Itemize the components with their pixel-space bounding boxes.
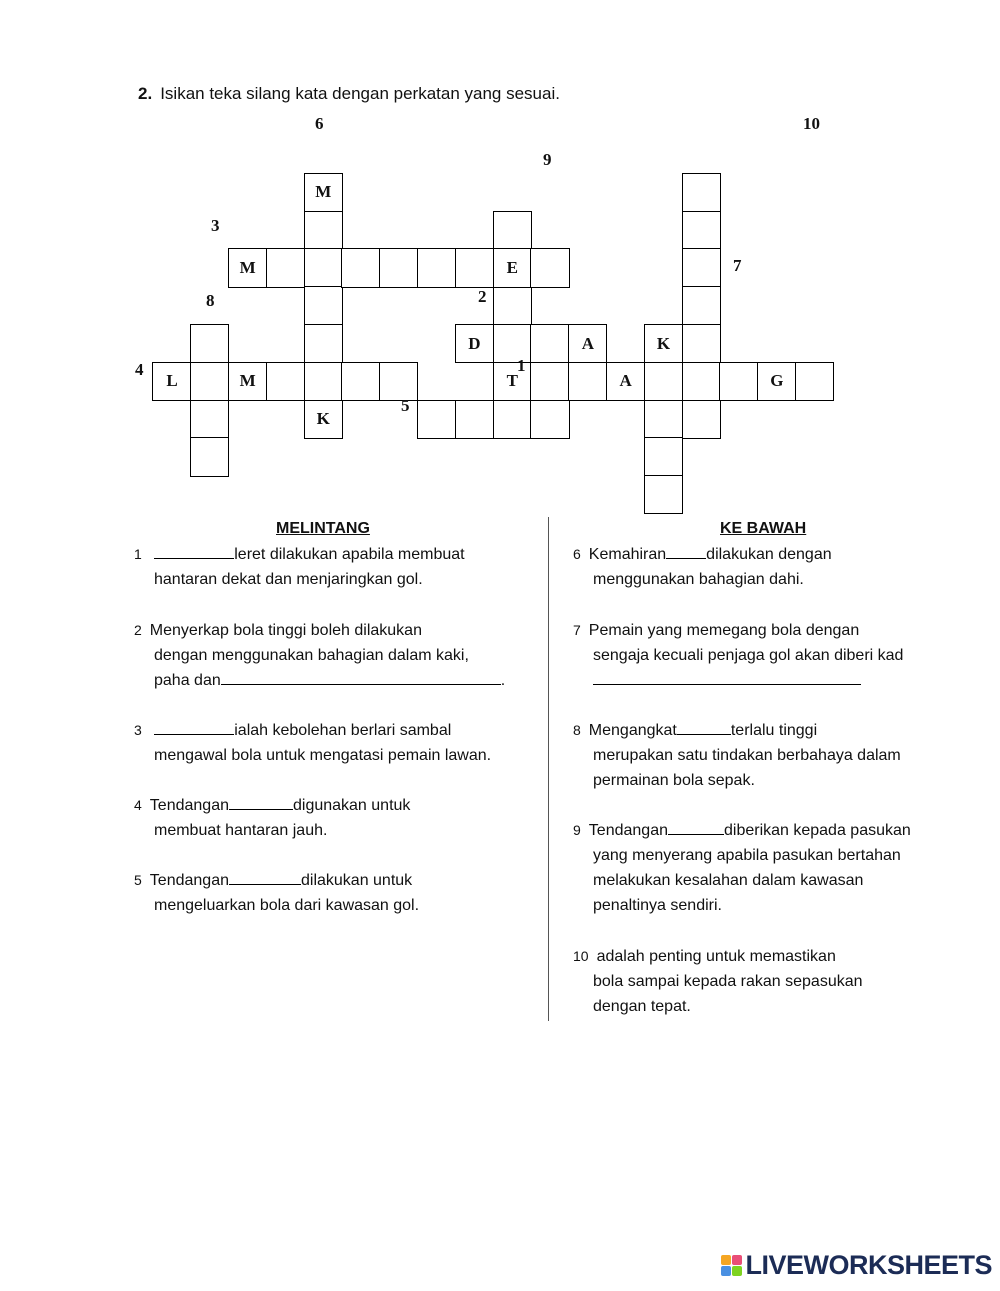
clue-text: diberikan kepada pasukan	[723, 822, 911, 839]
crossword-cell[interactable]	[341, 248, 380, 287]
answer-blank[interactable]	[593, 670, 861, 685]
clue-number: 6	[573, 546, 581, 562]
down-clue-10	[573, 944, 993, 1019]
crossword-cell[interactable]	[190, 400, 229, 439]
crossword-cell	[304, 400, 343, 439]
logo-text: LIVEWORKSHEETS	[745, 1250, 992, 1280]
clue-text: penaltinya sendiri.	[593, 897, 722, 914]
crossword-cell[interactable]	[304, 248, 343, 287]
letter-input[interactable]	[494, 287, 531, 324]
letter-input[interactable]	[683, 287, 720, 324]
clue-text: yang menyerang apabila pasukan bertahan	[593, 847, 901, 864]
clue-text: mengawal bola untuk mengatasi pemain lawan.	[154, 747, 492, 764]
clue-text: sengaja kecuali penjaga gol akan diberi kad	[593, 647, 904, 664]
clue-text: .	[500, 672, 506, 689]
clue-text: paha dan	[154, 672, 221, 689]
answer-blank[interactable]	[154, 720, 234, 735]
crossword-cell[interactable]	[682, 286, 721, 325]
clue-number-label: 2	[478, 287, 487, 306]
clue-text: ialah kebolehan berlari sambal	[234, 722, 452, 739]
letter-input[interactable]	[531, 325, 568, 362]
clue-number: 2	[134, 622, 142, 638]
clue-number: 1	[134, 546, 142, 562]
clue-text: dengan menggunakan bahagian dalam kaki,	[154, 647, 469, 664]
crossword-cell[interactable]	[304, 286, 343, 325]
clue-text: melakukan kesalahan dalam kawasan	[593, 872, 864, 889]
crossword-cell[interactable]	[304, 211, 343, 250]
crossword-cell[interactable]	[682, 324, 721, 363]
crossword-cell[interactable]	[644, 437, 683, 476]
letter-input[interactable]	[191, 325, 228, 362]
letter-input[interactable]	[531, 363, 568, 400]
letter-input[interactable]	[305, 287, 342, 324]
clue-number-label: 6	[315, 114, 324, 133]
crossword-cell	[228, 248, 267, 287]
clue-number: 10	[573, 948, 589, 964]
answer-blank[interactable]	[154, 544, 234, 559]
column-divider	[548, 517, 549, 1021]
exercise-number: 2.	[138, 84, 153, 103]
crossword-cell	[606, 362, 645, 401]
crossword-cell	[568, 324, 607, 363]
crossword-cell[interactable]	[190, 324, 229, 363]
clue-number: 7	[573, 622, 581, 638]
clue-text: adalah penting untuk memastikan	[596, 948, 836, 965]
clue-text: hantaran dekat dan menjaringkan gol.	[154, 571, 423, 588]
letter-input[interactable]	[720, 363, 757, 400]
letter-input[interactable]	[494, 401, 531, 438]
clue-text: dengan tepat.	[593, 998, 691, 1015]
crossword-cell[interactable]	[379, 248, 418, 287]
given-letter: M	[239, 258, 256, 278]
answer-blank[interactable]	[677, 720, 731, 735]
clue-text: merupakan satu tindakan berbahaya dalam	[593, 747, 901, 764]
across-clue-5	[134, 868, 554, 918]
crossword-cell[interactable]	[682, 400, 721, 439]
clue-text: mengeluarkan bola dari kawasan gol.	[154, 897, 420, 914]
letter-input[interactable]	[683, 363, 720, 400]
clue-number-label: 8	[206, 291, 215, 310]
crossword-cell[interactable]	[644, 475, 683, 514]
crossword-cell	[493, 362, 532, 401]
crossword-cell[interactable]	[719, 362, 758, 401]
clue-text: Tendangan	[588, 822, 668, 839]
clue-text: dilakukan dengan	[706, 546, 832, 563]
clue-number-label: 5	[401, 396, 410, 415]
answer-blank[interactable]	[229, 795, 293, 810]
crossword-cell[interactable]	[530, 248, 569, 287]
letter-input[interactable]	[645, 476, 682, 513]
clue-text: Tendangan	[149, 797, 229, 814]
down-clue-8	[573, 718, 993, 793]
clue-text: digunakan untuk	[292, 797, 411, 814]
letter-input[interactable]	[683, 174, 720, 211]
logo-square	[732, 1266, 742, 1276]
crossword-cell[interactable]	[266, 248, 305, 287]
clue-number-label: 4	[135, 360, 144, 379]
crossword-cell[interactable]	[417, 248, 456, 287]
answer-blank[interactable]	[666, 544, 706, 559]
letter-input[interactable]	[305, 249, 342, 286]
crossword-cell[interactable]	[644, 400, 683, 439]
crossword-cell[interactable]	[417, 400, 456, 439]
letter-input[interactable]	[342, 363, 379, 400]
clue-text: menggunakan bahagian dahi.	[593, 571, 804, 588]
clue-number-label: 3	[211, 216, 220, 235]
crossword-cell	[757, 362, 796, 401]
letter-input[interactable]	[305, 325, 342, 362]
letter-input[interactable]	[267, 363, 304, 400]
letter-input[interactable]	[191, 438, 228, 475]
crossword-cell[interactable]	[341, 362, 380, 401]
answer-blank[interactable]	[668, 820, 724, 835]
clue-number: 8	[573, 722, 581, 738]
clue-number: 4	[134, 797, 142, 813]
letter-input[interactable]	[683, 249, 720, 286]
crossword-cell[interactable]	[190, 437, 229, 476]
clue-text: Tendangan	[149, 872, 229, 889]
down-title: KE BAWAH	[720, 520, 807, 537]
given-letter: A	[581, 333, 594, 353]
crossword-cell	[152, 362, 191, 401]
clue-number-label: 9	[543, 150, 552, 169]
clue-text: permainan bola sepak.	[593, 772, 755, 789]
crossword-cell[interactable]	[266, 362, 305, 401]
letter-input[interactable]	[305, 212, 342, 249]
crossword-cell[interactable]	[493, 211, 532, 250]
crossword-cell[interactable]	[682, 248, 721, 287]
across-clue-2	[134, 618, 554, 693]
logo-square	[721, 1255, 731, 1265]
liveworksheets-logo	[721, 1250, 992, 1281]
answer-blank[interactable]	[229, 870, 301, 885]
letter-input[interactable]	[380, 249, 417, 286]
crossword-cell[interactable]	[190, 362, 229, 401]
clue-text: Pemain yang memegang bola dengan	[588, 622, 860, 639]
crossword-cell[interactable]	[379, 362, 418, 401]
clue-number: 5	[134, 872, 142, 888]
crossword-cell	[493, 248, 532, 287]
clue-number-label: 1	[517, 356, 526, 375]
crossword-cell[interactable]	[455, 248, 494, 287]
letter-input[interactable]	[418, 401, 455, 438]
letter-input[interactable]	[683, 401, 720, 438]
down-clue-7	[573, 618, 993, 693]
across-clue-1	[134, 542, 554, 592]
clue-number: 9	[573, 822, 581, 838]
instruction-text: Isikan teka silang kata dengan perkatan yang sesuai.	[160, 84, 560, 103]
crossword-cell[interactable]	[682, 211, 721, 250]
crossword-cell[interactable]	[530, 362, 569, 401]
given-letter: M	[315, 182, 332, 202]
down-clue-6	[573, 542, 993, 592]
clue-text: terlalu tinggi	[730, 722, 818, 739]
letter-input[interactable]	[456, 401, 493, 438]
clue-text: membuat hantaran jauh.	[154, 822, 328, 839]
crossword-cell[interactable]	[493, 324, 532, 363]
answer-blank[interactable]	[221, 670, 501, 685]
given-letter: D	[468, 333, 481, 353]
crossword-cell	[304, 173, 343, 212]
crossword-cell	[455, 324, 494, 363]
clue-number: 3	[134, 722, 142, 738]
letter-input[interactable]	[531, 249, 568, 286]
logo-icon	[721, 1255, 742, 1276]
crossword-cell	[644, 324, 683, 363]
letter-input[interactable]	[418, 249, 455, 286]
clue-number-label: 7	[733, 256, 742, 275]
crossword-cell[interactable]	[493, 286, 532, 325]
letter-input[interactable]	[645, 438, 682, 475]
crossword-grid	[0, 0, 1000, 520]
crossword-cell[interactable]	[304, 324, 343, 363]
crossword-cell[interactable]	[682, 362, 721, 401]
letter-input[interactable]	[342, 249, 379, 286]
crossword-cell[interactable]	[682, 173, 721, 212]
given-letter: G	[770, 371, 784, 391]
crossword-cell[interactable]	[530, 400, 569, 439]
clue-text: Kemahiran	[588, 546, 667, 563]
clue-number-label: 10	[803, 114, 820, 133]
given-letter: E	[506, 258, 518, 278]
letter-input[interactable]	[796, 363, 833, 400]
given-letter: M	[239, 371, 256, 391]
crossword-cell[interactable]	[795, 362, 834, 401]
letter-input[interactable]	[494, 212, 531, 249]
letter-input[interactable]	[645, 401, 682, 438]
clue-text: bola sampai kepada rakan sepasukan	[593, 973, 863, 990]
letter-input[interactable]	[683, 325, 720, 362]
given-letter: K	[656, 333, 671, 353]
across-clue-3	[134, 718, 554, 768]
crossword-cell[interactable]	[493, 400, 532, 439]
clue-text: leret dilakukan apabila membuat	[234, 546, 465, 563]
crossword-cell	[228, 362, 267, 401]
letter-input[interactable]	[683, 212, 720, 249]
across-title: MELINTANG	[276, 520, 370, 537]
crossword-cell[interactable]	[455, 400, 494, 439]
letter-input[interactable]	[191, 401, 228, 438]
letter-input[interactable]	[456, 249, 493, 286]
clue-text: Mengangkat	[588, 722, 677, 739]
crossword-cell[interactable]	[530, 324, 569, 363]
crossword-cell[interactable]	[644, 362, 683, 401]
letter-input[interactable]	[569, 363, 606, 400]
letter-input[interactable]	[380, 363, 417, 400]
down-clue-9	[573, 818, 993, 918]
letter-input[interactable]	[267, 249, 304, 286]
crossword-cell[interactable]	[568, 362, 607, 401]
across-clue-4	[134, 793, 554, 843]
logo-square	[732, 1255, 742, 1265]
clue-text: Menyerkap bola tinggi boleh dilakukan	[149, 622, 422, 639]
given-letter: A	[619, 371, 632, 391]
logo-square	[721, 1266, 731, 1276]
given-letter: T	[506, 371, 518, 391]
letter-input[interactable]	[531, 401, 568, 438]
given-letter: K	[316, 409, 330, 429]
clue-text: dilakukan untuk	[300, 872, 413, 889]
letter-input[interactable]	[191, 363, 228, 400]
given-letter: L	[166, 371, 178, 391]
letter-input[interactable]	[645, 363, 682, 400]
